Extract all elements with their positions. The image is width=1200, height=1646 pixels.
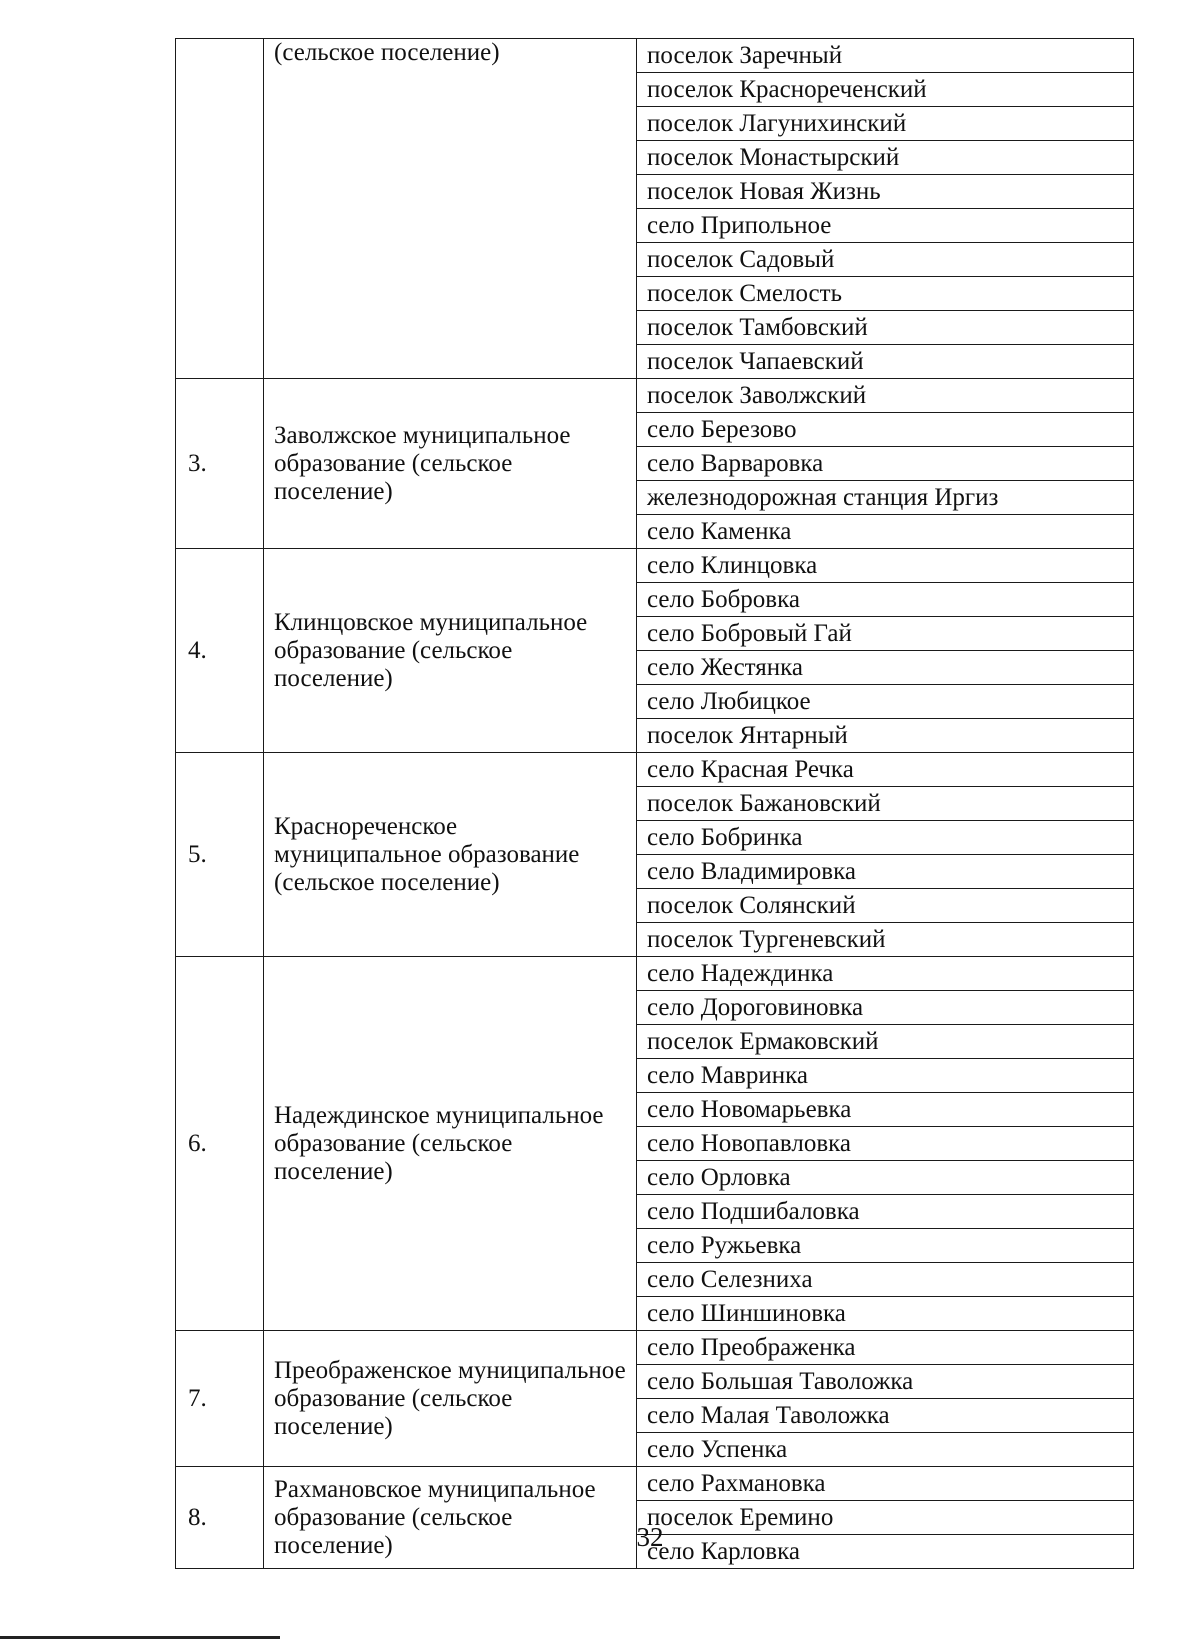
settlement-cell: железнодорожная станция Иргиз	[637, 481, 1134, 515]
settlement-cell: село Рахмановка	[637, 1467, 1134, 1501]
row-number-cell: 8.	[176, 1467, 264, 1569]
row-number-cell: 7.	[176, 1331, 264, 1467]
row-number-cell: 5.	[176, 753, 264, 957]
settlement-cell: село Большая Таволожка	[637, 1365, 1134, 1399]
settlement-cell: село Подшибаловка	[637, 1195, 1134, 1229]
settlement-cell: поселок Тамбовский	[637, 311, 1134, 345]
municipality-name-cell: Рахмановское муниципальное образование (сельское поселение)	[264, 1467, 637, 1569]
settlement-cell: поселок Смелость	[637, 277, 1134, 311]
settlement-cell: село Любицкое	[637, 685, 1134, 719]
row-number-cell: 6.	[176, 957, 264, 1331]
table-row	[176, 753, 1134, 787]
settlement-cell: село Мавринка	[637, 1059, 1134, 1093]
table-row	[176, 1467, 1134, 1501]
settlement-cell: село Карловка	[637, 1535, 1134, 1569]
settlement-cell: поселок Бажановский	[637, 787, 1134, 821]
municipality-name-cell: Краснореченское муниципальное образование (сельское поселение)	[264, 753, 637, 957]
table-row	[176, 39, 1134, 73]
settlement-cell: село Варваровка	[637, 447, 1134, 481]
settlement-cell: село Красная Речка	[637, 753, 1134, 787]
settlement-cell: село Шиншиновка	[637, 1297, 1134, 1331]
scan-edge-line	[0, 1636, 280, 1639]
settlement-cell: село Клинцовка	[637, 549, 1134, 583]
row-number-cell: 4.	[176, 549, 264, 753]
settlement-cell: поселок Ермаковский	[637, 1025, 1134, 1059]
settlement-cell: село Новопавловка	[637, 1127, 1134, 1161]
table-row	[176, 549, 1134, 583]
settlement-cell: поселок Заволжский	[637, 379, 1134, 413]
table-row	[176, 1331, 1134, 1365]
table-body	[176, 39, 1134, 1569]
settlement-cell: поселок Садовый	[637, 243, 1134, 277]
settlement-cell: поселок Заречный	[637, 39, 1134, 73]
settlement-cell: село Надеждинка	[637, 957, 1134, 991]
table-row	[176, 379, 1134, 413]
settlement-cell: село Каменка	[637, 515, 1134, 549]
settlement-cell: поселок Новая Жизнь	[637, 175, 1134, 209]
settlement-cell: село Орловка	[637, 1161, 1134, 1195]
settlement-cell: поселок Янтарный	[637, 719, 1134, 753]
settlement-cell: село Жестянка	[637, 651, 1134, 685]
settlements-table	[175, 38, 1134, 1569]
settlement-cell: село Бобровка	[637, 583, 1134, 617]
settlement-cell: село Владимировка	[637, 855, 1134, 889]
settlement-cell: село Ружьевка	[637, 1229, 1134, 1263]
settlement-cell: село Селезниха	[637, 1263, 1134, 1297]
settlement-cell: село Новомарьевка	[637, 1093, 1134, 1127]
settlement-cell: поселок Тургеневский	[637, 923, 1134, 957]
municipality-name-cell: Клинцовское муниципальное образование (сельское поселение)	[264, 549, 637, 753]
municipality-name-cell: (сельское поселение)	[264, 39, 637, 379]
settlement-cell: поселок Краснореченский	[637, 73, 1134, 107]
settlement-cell: поселок Лагунихинский	[637, 107, 1134, 141]
municipality-name-cell: Преображенское муниципальное образование (сельское поселение)	[264, 1331, 637, 1467]
settlement-cell: село Бобровый Гай	[637, 617, 1134, 651]
settlement-cell: поселок Чапаевский	[637, 345, 1134, 379]
row-number-cell	[176, 39, 264, 379]
settlement-cell: село Преображенка	[637, 1331, 1134, 1365]
settlement-cell: село Бобринка	[637, 821, 1134, 855]
settlement-cell: поселок Монастырский	[637, 141, 1134, 175]
page-number: 32	[636, 1522, 664, 1552]
settlement-cell: село Малая Таволожка	[637, 1399, 1134, 1433]
table-row	[176, 957, 1134, 991]
settlement-cell: поселок Еремино	[637, 1501, 1134, 1535]
settlement-cell: село Дороговиновка	[637, 991, 1134, 1025]
municipality-name-cell: Заволжское муниципальное образование (сельское поселение)	[264, 379, 637, 549]
settlement-cell: поселок Солянский	[637, 889, 1134, 923]
municipality-name-cell: Надеждинское муниципальное образование (сельское поселение)	[264, 957, 637, 1331]
row-number-cell: 3.	[176, 379, 264, 549]
settlement-cell: село Успенка	[637, 1433, 1134, 1467]
settlement-cell: село Березово	[637, 413, 1134, 447]
settlement-cell: село Припольное	[637, 209, 1134, 243]
